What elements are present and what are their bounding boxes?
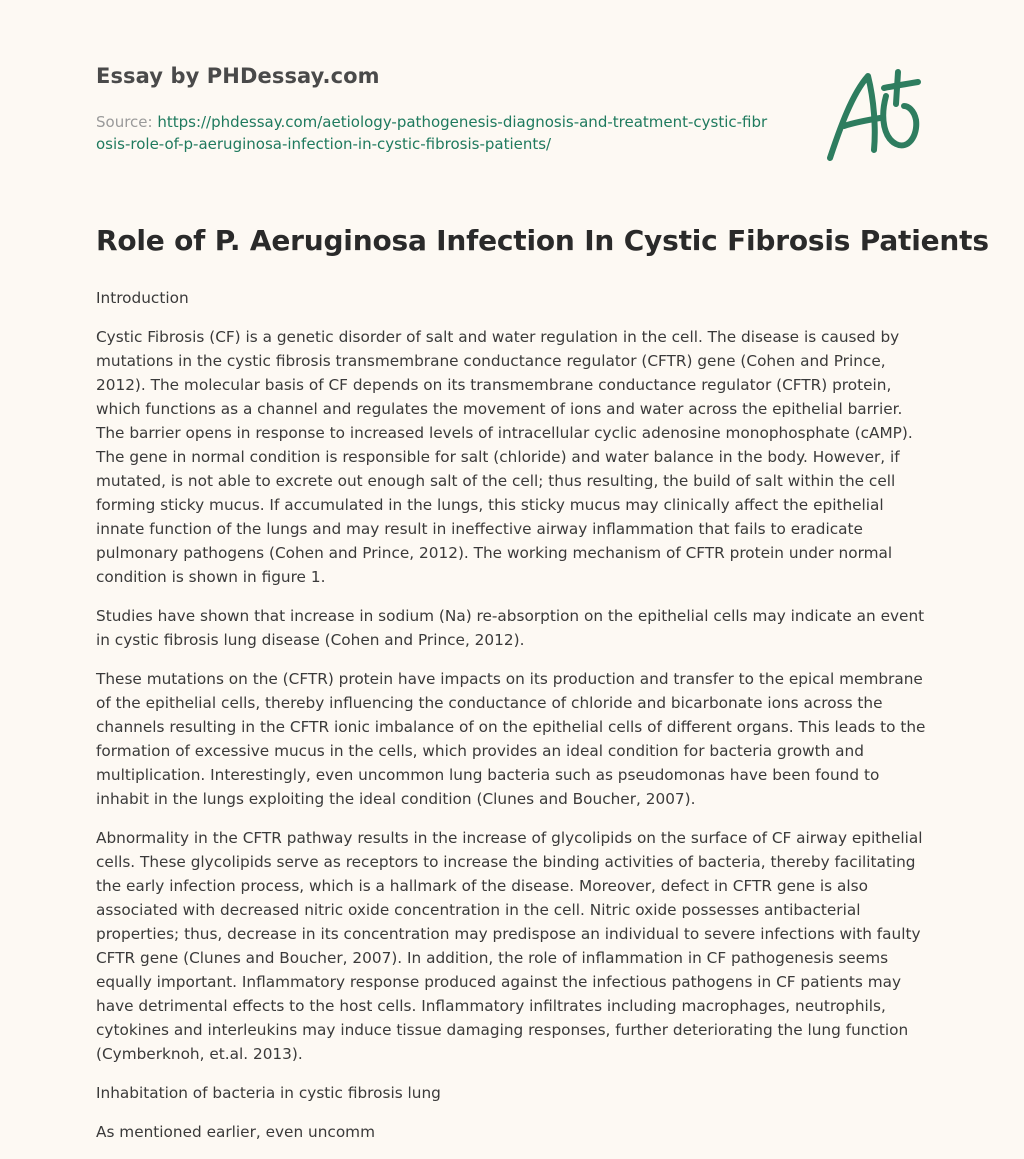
- source-line: [96, 111, 776, 155]
- site-brand: Essay by PHDessay.com: [96, 64, 380, 88]
- source-label: Source:: [96, 113, 158, 131]
- section-heading-introduction: Introduction: [96, 289, 189, 307]
- page-header: [96, 0, 928, 190]
- section-heading-inhabitation: Inhabitation of bacteria in cystic fibrosis lung: [96, 1084, 441, 1102]
- paragraph-truncated: As mentioned earlier, even uncomm: [96, 1123, 375, 1141]
- source-link[interactable]: https://phdessay.com/aetiology-pathogenesis-diagnosis-and-treatment-cystic-fibrosis-role-of-p-aeruginosa-infection-in-cystic-fibrosis-patients/: [96, 113, 768, 153]
- paragraph: Cystic Fibrosis (CF) is a genetic disorder of salt and water regulation in the cell. The disease is caused by mutations in the cystic fibrosis transmembrane conductance regulator (CFTR) gene (Cohen and Prince, 2012). The molecular basis of CF depends on its transmembrane conductance regulator (CFTR) protein, which functions as a channel and regulates the movement of ions and water across the epithelial barrier. The barrier opens in response to increased levels of intracellular cyclic adenosine monophosphate (cAMP). The gene in normal condition is responsible for salt (chloride) and water balance in the body. However, if mutated, is not able to excrete out enough salt of the cell; thus resulting, the build of salt within the cell forming sticky mucus. If accumulated in the lungs, this sticky mucus may clinically affect the epithelial innate function of the lungs and may result in ineffective airway inflammation that fails to eradicate pulmonary pathogens (Cohen and Prince, 2012). The working mechanism of CFTR protein under normal condition is shown in figure 1.: [96, 328, 913, 586]
- essay-title: Role of P. Aeruginosa Infection In Cystic Fibrosis Patients: [96, 224, 989, 257]
- paragraph: Studies have shown that increase in sodium (Na) re-absorption on the epithelial cells may indicate an event in cystic fibrosis lung disease (Cohen and Prince, 2012).: [96, 607, 925, 649]
- paragraph: These mutations on the (CFTR) protein have impacts on its production and transfer to the epical membrane of the epithelial cells, thereby influencing the conductance of chloride and bicarbonate ions across the channels resulting in the CFTR ionic imbalance of on the epithelial cells of different organs. This leads to the formation of excessive mucus in the cells, which provides an ideal condition for bacteria growth and multiplication. Interestingly, even uncommon lung bacteria such as pseudomonas have been found to inhabit in the lungs exploiting the ideal condition (Clunes and Boucher, 2007).: [96, 670, 926, 808]
- essay-body: [96, 286, 932, 1159]
- a-plus-logo-icon: [822, 66, 932, 166]
- paragraph: Abnormality in the CFTR pathway results in the increase of glycolipids on the surface of CF airway epithelial cells. These glycolipids serve as receptors to increase the binding activities of bacteria, thereby facilitating the early infection process, which is a hallmark of the disease. Moreover, defect in CFTR gene is also associated with decreased nitric oxide concentration in the cell. Nitric oxide possesses antibacterial properties; thus, decrease in its concentration may predispose an individual to severe infections with faulty CFTR gene (Clunes and Boucher, 2007). In addition, the role of inflammation in CF pathogenesis seems equally important. Inflammatory response produced against the infectious pathogens in CF patients may have detrimental effects to the host cells. Inflammatory infiltrates including macrophages, neutrophils, cytokines and interleukins may induce tissue damaging responses, further deteriorating the lung function (Cymberknoh, et.al. 2013).: [96, 829, 923, 1063]
